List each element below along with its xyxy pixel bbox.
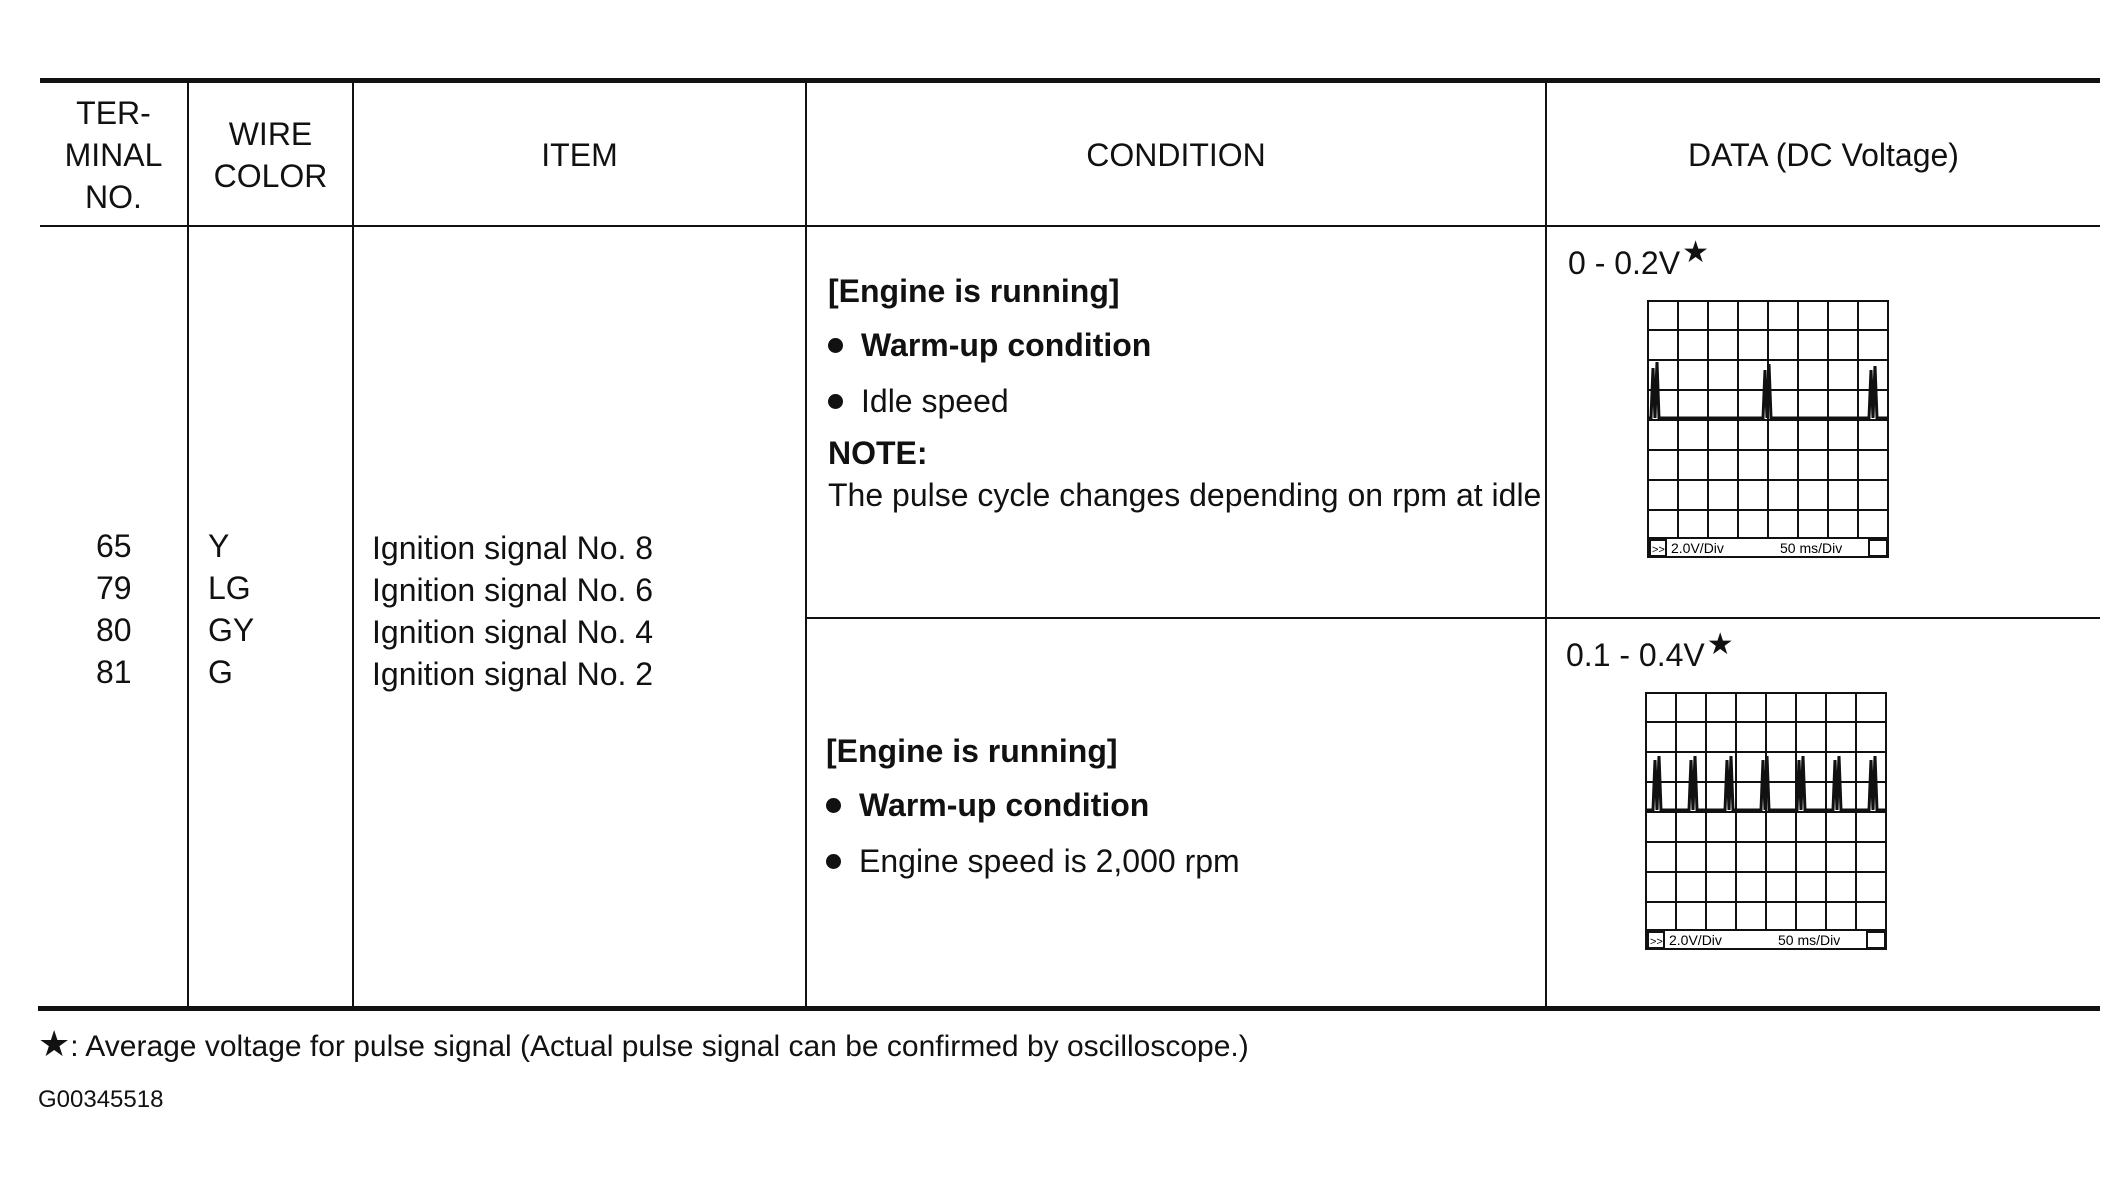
wire-color: GY [208, 612, 255, 648]
header-wire-color: WIRE COLOR [213, 116, 328, 194]
item-name: Ignition signal No. 2 [372, 656, 654, 692]
condition-divider-rule [805, 617, 2100, 619]
figure-id: G00345518 [38, 1086, 164, 1113]
condition-heading: [Engine is running] [826, 733, 1118, 769]
header-terminal-no: TER- MINAL NO. [64, 95, 163, 215]
item-list [372, 527, 653, 695]
scope-end-box [1869, 540, 1887, 556]
note-text: The pulse cycle changes depending on rpm at idle [828, 477, 1542, 513]
terminal-list [96, 525, 132, 693]
star-icon: ★ [1706, 628, 1734, 661]
star-icon: ★ [1682, 236, 1709, 269]
scope-volt-div: 2.0V/Div [1669, 932, 1722, 948]
wire-color: G [208, 654, 233, 690]
bullet-text: Idle speed [861, 383, 1009, 419]
wire-color-list [208, 525, 254, 693]
scope-volt-div: 2.0V/Div [1671, 540, 1724, 556]
wire-color: Y [208, 528, 230, 564]
condition-bullet [828, 324, 1543, 366]
terminal-number: 65 [96, 528, 132, 564]
item-name: Ignition signal No. 8 [372, 530, 654, 566]
table-top-rule [40, 78, 2100, 83]
condition-idle [828, 270, 1543, 516]
voltage-text: 0.1 - 0.4V [1566, 637, 1705, 673]
terminal-number: 79 [96, 570, 132, 606]
terminal-number: 81 [96, 654, 132, 690]
header-data-dc-voltage: DATA (DC Voltage) [1688, 137, 1959, 173]
item-name: Ignition signal No. 6 [372, 572, 654, 608]
header-condition: CONDITION [1086, 137, 1266, 173]
oscilloscope-waveform-idle [1647, 300, 1889, 558]
bullet-icon [828, 394, 843, 409]
condition-bullet [826, 840, 1240, 882]
bullet-text: Warm-up condition [859, 787, 1150, 823]
table-bottom-rule [38, 1006, 2100, 1011]
oscilloscope-waveform-2000rpm [1645, 692, 1887, 950]
scope-marker: >> [1650, 936, 1663, 948]
item-name: Ignition signal No. 4 [372, 614, 654, 650]
footnote [38, 1024, 1249, 1067]
scope-grid [1648, 301, 1888, 557]
voltage-value-idle [1568, 236, 1709, 285]
condition-heading: [Engine is running] [828, 273, 1120, 309]
footnote-text: : Average voltage for pulse signal (Actual pulse signal can be confirmed by oscilloscope.) [70, 1030, 1249, 1063]
scope-time-div: 50 ms/Div [1778, 932, 1841, 948]
condition-bullet [828, 380, 1543, 422]
star-icon: ★ [38, 1023, 71, 1064]
wire-color: LG [208, 570, 251, 606]
note-label: NOTE: [828, 435, 928, 471]
scope-time-div: 50 ms/Div [1780, 540, 1843, 556]
voltage-text: 0 - 0.2V [1568, 245, 1681, 281]
bullet-text: Engine speed is 2,000 rpm [859, 843, 1240, 879]
scope-end-box [1867, 932, 1885, 948]
scope-marker: >> [1652, 544, 1665, 556]
condition-2000rpm [826, 730, 1240, 882]
header-item: ITEM [541, 137, 618, 173]
scope-grid [1646, 693, 1886, 949]
bullet-icon [826, 798, 841, 813]
condition-bullet [826, 784, 1240, 826]
bullet-text: Warm-up condition [861, 327, 1152, 363]
header-bottom-rule [40, 225, 2100, 227]
voltage-value-2000rpm [1566, 628, 1734, 677]
bullet-icon [826, 854, 841, 869]
terminal-number: 80 [96, 612, 132, 648]
bullet-icon [828, 338, 843, 353]
